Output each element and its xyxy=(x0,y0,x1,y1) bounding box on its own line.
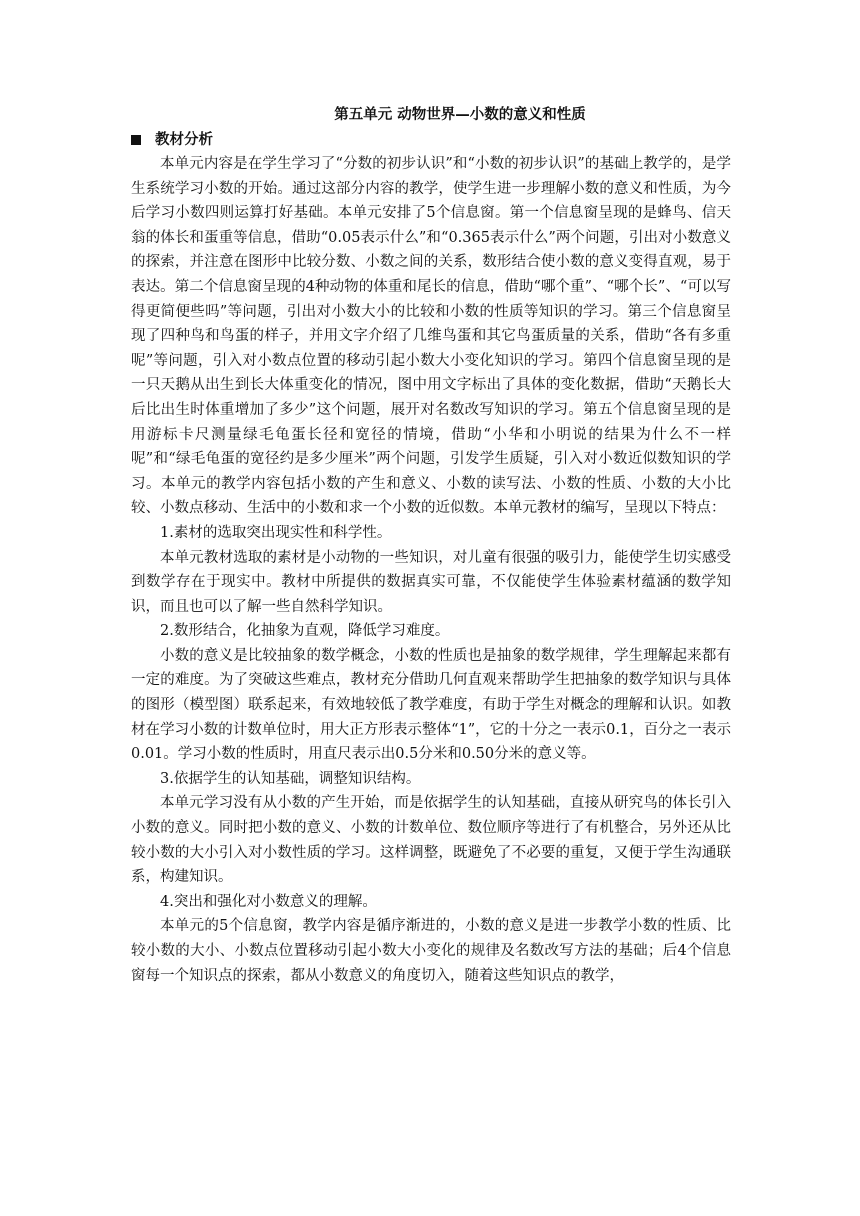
section-heading-text: 教材分析 xyxy=(155,132,213,148)
paragraph-feature-4: 本单元的5个信息窗，教学内容是循序渐进的，小数的意义是进一步教学小数的性质、比较小数的大小、小数点位置移动引起小数大小变化的规律及名数改写方法的基础；后4个信息窗每一个知识点的探索，都从小数意义的角度切入，随着这些知识点的教学， xyxy=(131,918,731,984)
document-body xyxy=(131,152,731,988)
square-bullet-icon xyxy=(131,135,141,145)
feature-heading-1: 1.素材的选取突出现实性和科学性。 xyxy=(160,524,392,541)
paragraph-feature-3: 本单元学习没有从小数的产生开始，而是依据学生的认知基础，直接从研究鸟的体长引入小数的意义。同时把小数的意义、小数的计数单位、数位顺序等进行了有机整合，另外还从比较小数的大小引入对小数性质的学习。这样调整，既避免了不必要的重复，又便于学生沟通联系，构建知识。 xyxy=(131,795,731,886)
page-title: 第五单元 动物世界—小数的意义和性质 xyxy=(334,107,586,123)
paragraph-feature-1: 本单元教材选取的素材是小动物的一些知识，对儿童有很强的吸引力，能使学生切实感受到数学存在于现实中。教材中所提供的数据真实可靠，不仅能使学生体验素材蕴涵的数学知识，而且也可以了解一些自然科学知识。 xyxy=(131,549,731,615)
section-heading xyxy=(131,128,213,152)
feature-heading-3: 3.依据学生的认知基础，调整知识结构。 xyxy=(160,770,421,787)
feature-heading-4: 4.突出和强化对小数意义的理解。 xyxy=(160,893,377,910)
paragraph-intro: 本单元内容是在学生学习了“分数的初步认识”和“小数的初步认识”的基础上教学的，是学生系统学习小数的开始。通过这部分内容的教学，使学生进一步理解小数的意义和性质，为今后学习小数四则运算打好基础。本单元安排了5个信息窗。第一个信息窗呈现的是蜂鸟、信天翁的体长和蛋重等信息，借助“0.05表示什么”和“0.365表示什么”两个问题，引出对小数意义的探索，并注意在图形中比较分数、小数之间的关系，数形结合使小数的意义变得直观，易于表达。第二个信息窗呈现的4种动物的体重和尾长的信息，借助“哪个重”、“哪个长”、“可以写得更简便些吗”等问题，引出对小数大小的比较和小数的性质等知识的学习。第三个信息窗呈现了四种鸟和鸟蛋的样子，并用文字介绍了几维鸟蛋和其它鸟蛋质量的关系，借助“各有多重呢”等问题，引入对小数点位置的移动引起小数大小变化知识的学习。第四个信息窗呈现的是一只天鹅从出生到长大体重变化的情况，图中用文字标出了具体的变化数据，借助“天鹅长大后比出生时体重增加了多少”这个问题，展开对名数改写知识的学习。第五个信息窗呈现的是用游标卡尺测量绿毛龟蛋长径和宽径的情境，借助“小华和小明说的结果为什么不一样呢”和“绿毛龟蛋的宽径约是多少厘米”两个问题，引发学生质疑，引入对小数近似数知识的学习。本单元的教学内容包括小数的产生和意义、小数的读写法、小数的性质、小数的大小比较、小数点移动、生活中的小数和求一个小数的近似数。本单元教材的编写，呈现以下特点： xyxy=(131,156,731,517)
paragraph-feature-2: 小数的意义是比较抽象的数学概念，小数的性质也是抽象的数学规律，学生理解起来都有一定的难度。为了突破这些难点，教材充分借助几何直观来帮助学生把抽象的数学知识与具体的图形（模型图）联系起来，有效地较低了教学难度，有助于学生对概念的理解和认识。如教材在学习小数的计数单位时，用大正方形表示整体“1”，它的十分之一表示0.1，百分之一表示0.01。学习小数的性质时，用直尺表示出0.5分米和0.50分米的意义等。 xyxy=(131,647,731,763)
feature-heading-2: 2.数形结合，化抽象为直观，降低学习难度。 xyxy=(160,623,450,640)
